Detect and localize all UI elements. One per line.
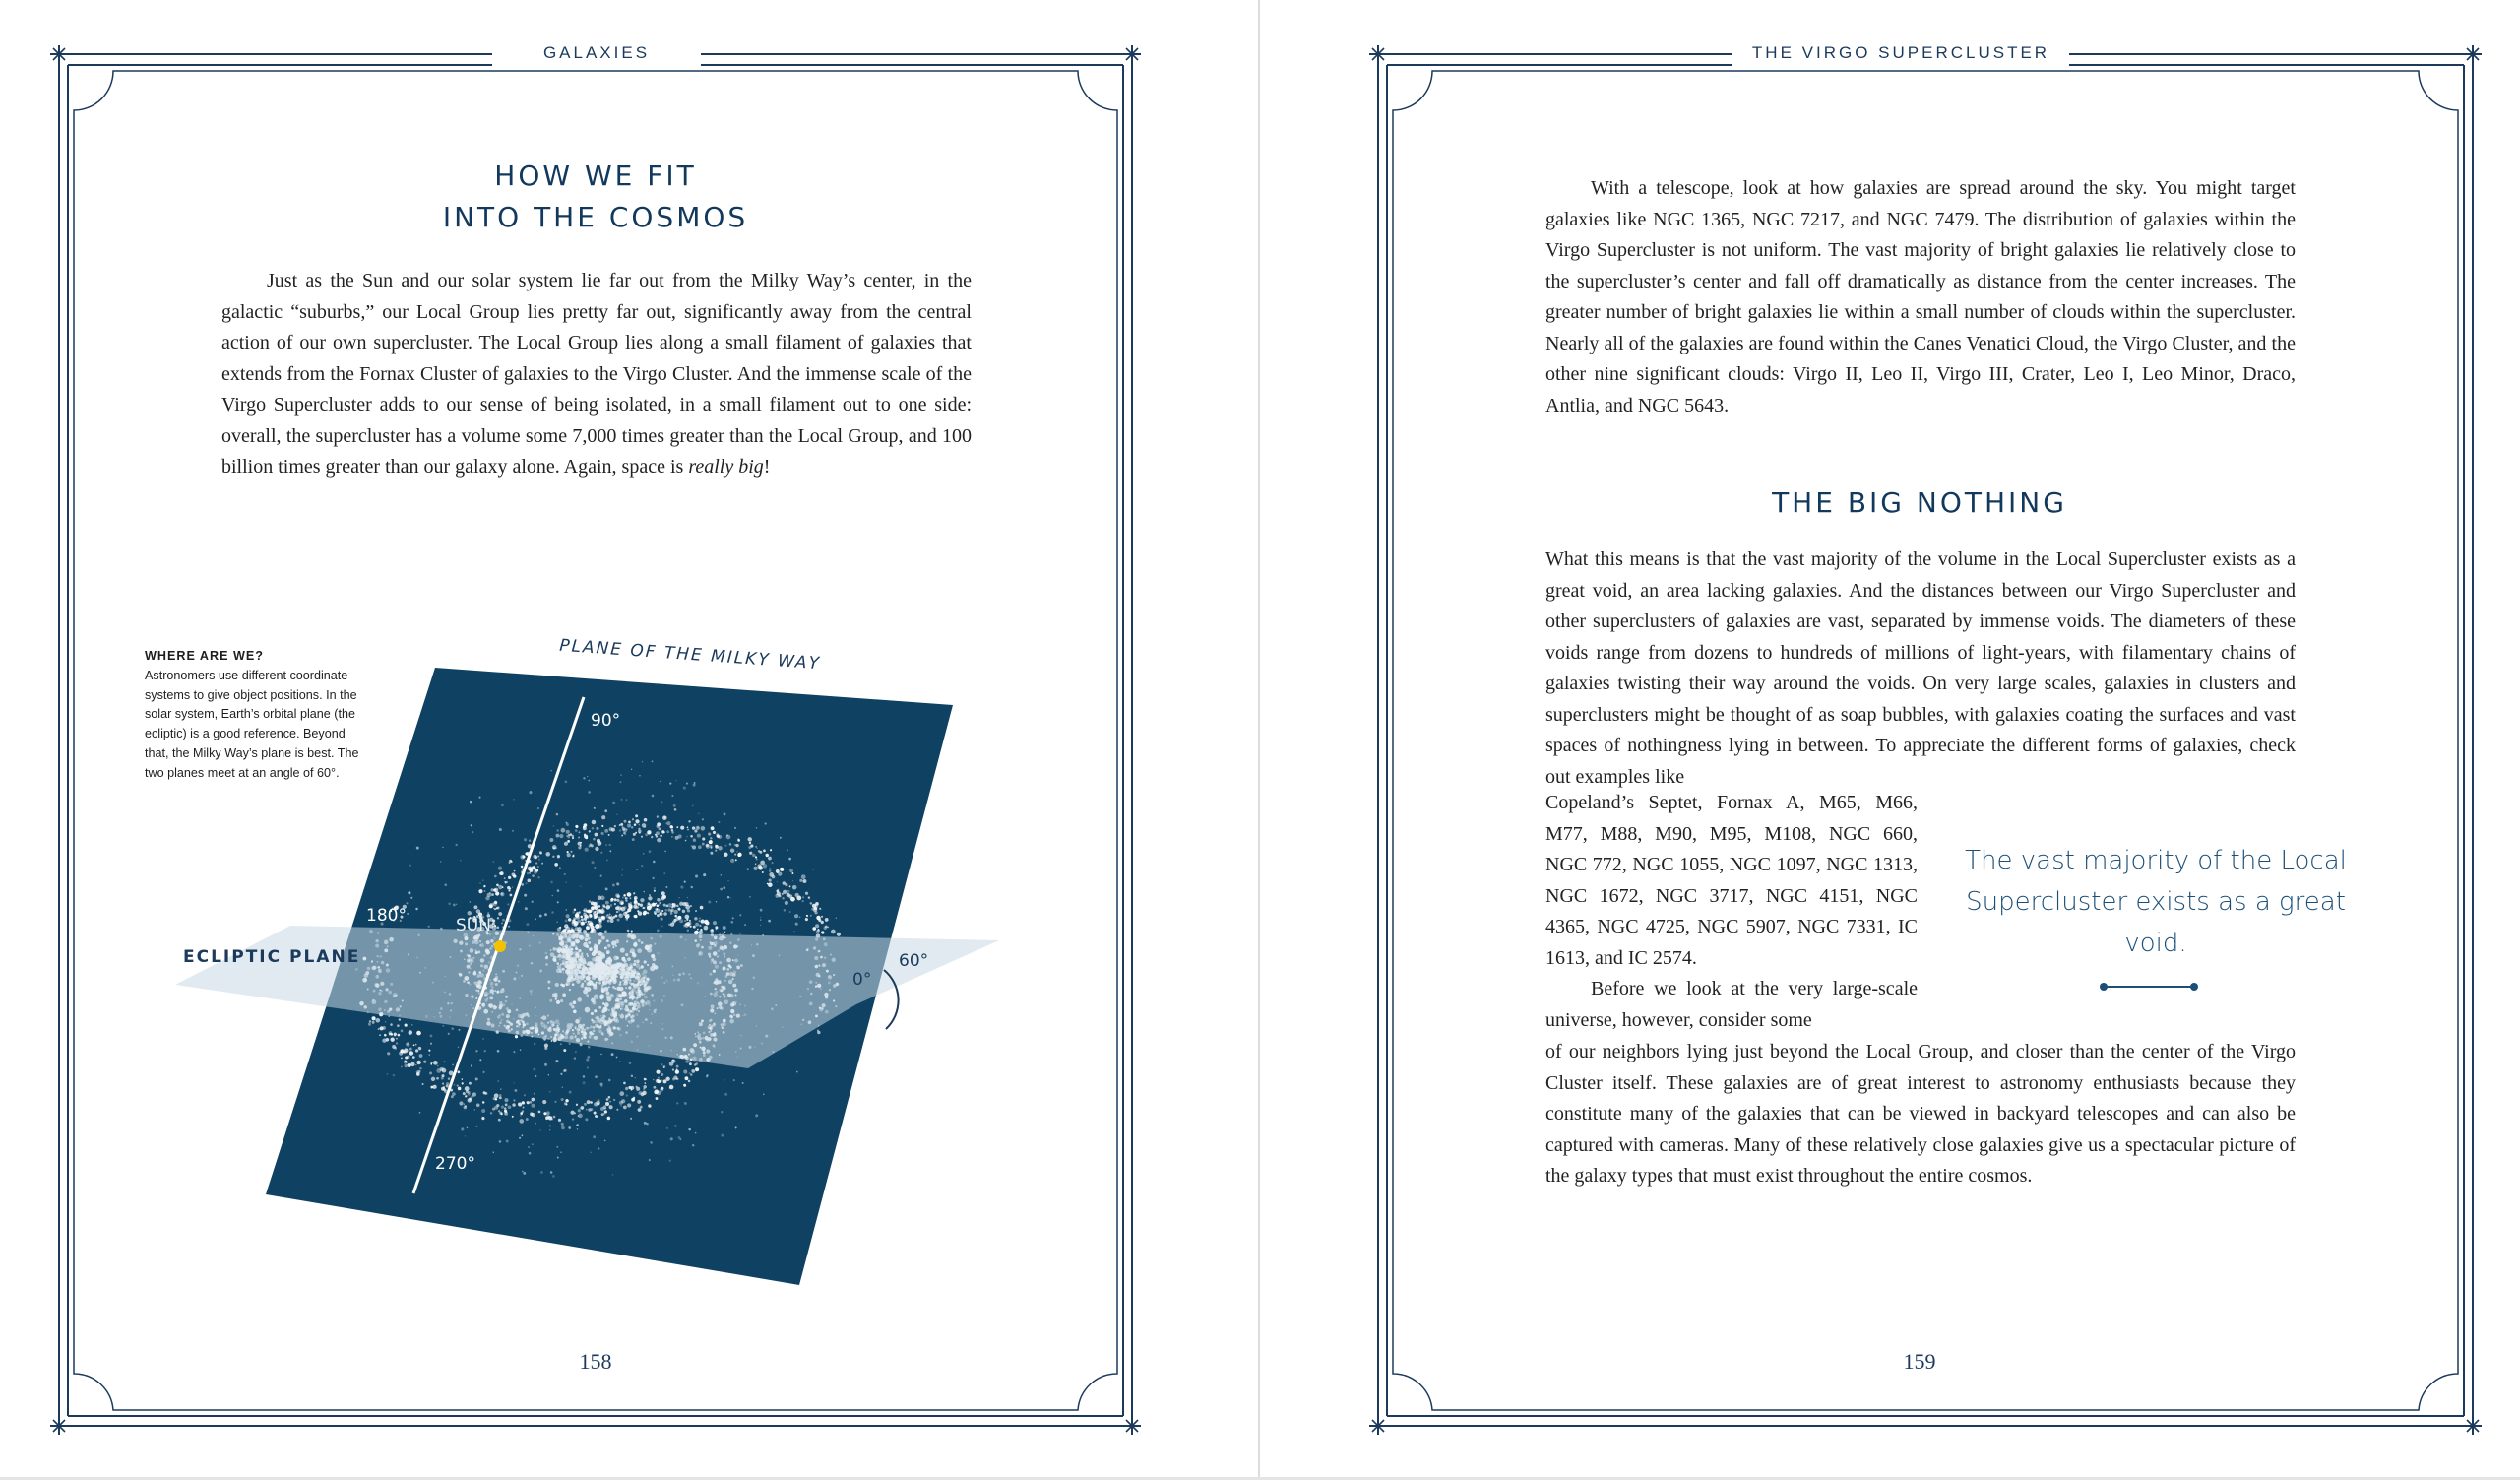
running-head-left: GALAXIES [542, 43, 651, 62]
sun-marker [494, 940, 506, 952]
angle-60-label: 60° [899, 951, 929, 971]
paragraph-telescope: With a telescope, look at how galaxies are spread around the sky. You might target galaxies like NGC 1365, NGC 7217, and NGC 7479. The distribution of galaxies within the Virgo Supercluster is not uniform. The vast majority of bright galaxies lie relatively close to the supercluster’s center and fall off dramatically as distance from the center increases. The greater number of bright galaxies lie within a small number of clouds within the supercluster. Nearly all of the galaxies are found within the Canes Venatici Cloud, the Virgo Cluster, and the other nine significant clouds: Virgo II, Leo II, Virgo III, Crater, Leo I, Leo Minor, Draco, Antlia, and NGC 5643. [1545, 177, 2296, 417]
heading-line-2: INTO THE COSMOS [442, 201, 749, 233]
left-paragraph-emphasis: really big [688, 456, 764, 478]
caption-title: WHERE ARE WE? [145, 649, 264, 663]
caption-text: Astronomers use different coordinate systems to give object positions. In the solar system, Earth’s orbital plane (the ecliptic) is a good reference. Beyond that, the Milky Way’s plane is best. The two planes meet at an angle of 60°. [145, 668, 359, 780]
coordinate-diagram [0, 0, 1260, 1379]
right-body-top [1545, 173, 2296, 421]
deg-270-label: 270° [435, 1154, 475, 1174]
page-number-right: 159 [1903, 1349, 1936, 1374]
heading-line-1: HOW WE FIT [494, 160, 697, 192]
running-head-right: THE VIRGO SUPERCLUSTER [1751, 43, 2050, 62]
deg-0-label: 0° [852, 970, 872, 990]
pull-quote-rule [2104, 986, 2194, 988]
right-body-narrow [1545, 788, 1918, 1036]
deg-90-label: 90° [591, 711, 621, 731]
page-number-left: 158 [579, 1349, 612, 1374]
paragraph-galaxy-list: Copeland’s Septet, Fornax A, M65, M66, M77, M88, M90, M95, M108, NGC 660, NGC 772, NGC 1055, NGC 1097, NGC 1313, NGC 1672, NGC 3717, NGC 4151, NGC 4365, NGC 4725, NGC 5907, NGC 7331, IC 1613, and IC 2574. [1545, 792, 1918, 969]
right-body-void [1545, 545, 2296, 793]
left-paragraph-end: ! [763, 456, 771, 478]
ecliptic-label: ECLIPTIC PLANE [183, 947, 361, 967]
paragraph-neighbors-end: of our neighbors lying just beyond the Local Group, and closer than the center of the Virgo Cluster itself. These galaxies are of great interest to astronomy enthusiasts because they constitute many of the galaxies that can be viewed in backyard telescopes and can also be captured with cameras. Many of these relatively close galaxies give us a spectacular picture of the galaxy types that must exist throughout the entire cosmos. [1545, 1041, 2296, 1187]
heading-big-nothing: THE BIG NOTHING [1772, 486, 2067, 519]
paragraph-void: What this means is that the vast majority of the volume in the Local Supercluster exists as a great void, an area lacking galaxies. And the distances between our Virgo Supercluster and other superclusters of galaxies are vast, separated by immense voids. The diameters of these voids range from dozens to hundreds of millions of light-years, with filamentary chains of galaxies twisting their way around the voids. On very large scales, galaxies in clusters and superclusters might be thought of as soap bubbles, with galaxies coating the surfaces and vast spaces of nothingness lying in between. To appreciate the different forms of galaxies, check out examples like [1545, 548, 2296, 788]
plane-label: PLANE OF THE MILKY WAY [558, 635, 822, 675]
paragraph-neighbors-start: Before we look at the very large-scale universe, however, consider some [1545, 978, 1918, 1031]
deg-180-label: 180° [366, 906, 407, 926]
left-paragraph-text: Just as the Sun and our solar system lie far out from the Milky Way’s center, in the galactic “suburbs,” our Local Group lies pretty far out, significantly away from the central action of our own supercluster. The Local Group lies along a small filament of galaxies that extends from the Fornax Cluster of galaxies to the Virgo Cluster. And the immense scale of the Virgo Supercluster adds to our sense of being isolated, in a small filament out to one side: overall, the supercluster has a volume some 7,000 times greater than the Local Group, and 100 billion times greater than our galaxy alone. Again, space is [221, 270, 972, 478]
sun-label: SUN [456, 916, 491, 935]
pull-quote: The vast majority of the Local Supercluster exists as a great void. [1965, 846, 2347, 958]
right-body-bottom [1545, 1037, 2296, 1192]
